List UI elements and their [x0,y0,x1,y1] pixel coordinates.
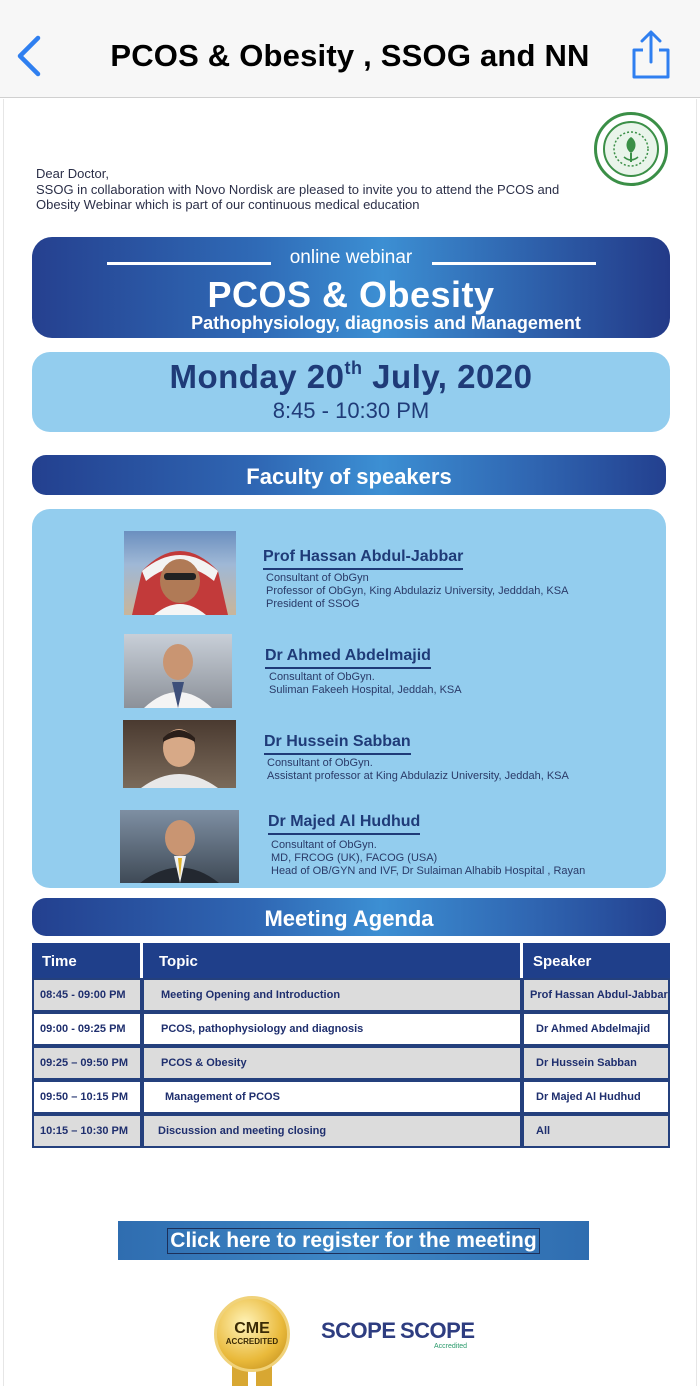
agenda-speaker: Dr Hussein Sabban [522,1046,670,1080]
agenda-speaker: Dr Majed Al Hudhud [522,1080,670,1114]
scope-accredited-label: Accredited [434,1343,468,1350]
speaker-photo-4 [120,810,239,883]
webinar-title: PCOS & Obesity [207,274,495,315]
column-header-topic: Topic [143,943,520,979]
kicker-divider-right [432,262,596,265]
agenda-header-row [32,943,670,979]
speaker-name-3: Dr Hussein Sabban [264,733,411,755]
table-row [32,1114,670,1148]
page-title: PCOS & Obesity , SSOG and NN [110,38,590,73]
intro-line-2: Obesity Webinar which is part of our continuous medical education [36,197,420,212]
table-row [32,1046,670,1080]
share-icon[interactable] [630,30,672,80]
speaker-photo-2 [124,634,232,708]
table-row [32,978,670,1012]
cme-accredited-label: ACCREDITED [225,1337,279,1346]
table-row [32,1080,670,1114]
intro-text [36,166,616,213]
speaker-name-1: Prof Hassan Abdul-Jabbar [263,548,463,570]
cme-label: CME [234,1320,270,1337]
date-banner [32,352,670,432]
intro-line-1: SSOG in collaboration with Novo Nordisk are pleased to invite you to attend the PCOS and [36,181,560,197]
kicker-divider-left [107,262,271,265]
agenda-time: 09:50 – 10:15 PM [32,1080,142,1114]
speaker-info-1: Consultant of ObGyn Professor of ObGyn, King Abdulaziz University, Jedddah, KSA President of SSOG [266,572,569,610]
webinar-banner [32,237,670,338]
speaker-info-4: Consultant of ObGyn. MD, FRCOG (UK), FACOG (USA) Head of OB/GYN and IVF, Dr Sulaiman Alhabib Hospital , Rayan [271,839,586,877]
webinar-kicker: online webinar [289,247,413,268]
agenda-speaker: Prof Hassan Abdul-Jabbar [522,978,670,1012]
table-row [32,1012,670,1046]
cme-accredited-badge [214,1296,290,1372]
agenda-time: 09:25 – 09:50 PM [32,1046,142,1080]
speaker-name-4: Dr Majed Al Hudhud [268,813,420,835]
agenda-topic: PCOS & Obesity [142,1046,522,1080]
register-button[interactable] [118,1221,589,1260]
scope-logo-1: SCOPE [321,1318,396,1343]
chevron-left-icon[interactable] [12,34,46,78]
nav-bar [0,0,700,98]
agenda-topic: Meeting Opening and Introduction [142,978,522,1012]
agenda-time: 08:45 - 09:00 PM [32,978,142,1012]
event-date: Monday 20th July, 2020 [169,358,533,395]
agenda-topic: Management of PCOS [142,1080,522,1114]
agenda-topic: Discussion and meeting closing [142,1114,522,1148]
speaker-photo-3 [123,720,236,788]
webinar-subtitle: Pathophysiology, diagnosis and Management [191,313,581,333]
column-header-speaker: Speaker [523,943,670,979]
scope-logo-2: SCOPE [400,1318,475,1343]
column-header-time: Time [32,943,140,979]
speaker-photo-1 [124,531,236,615]
agenda-time: 10:15 – 10:30 PM [32,1114,142,1148]
speaker-info-3: Consultant of ObGyn. Assistant professor at King Abdulaziz University, Jeddah, KSA [267,757,569,782]
faculty-heading: Faculty of speakers [32,455,666,495]
register-button-label: Click here to register for the meeting [167,1228,539,1254]
agenda-heading: Meeting Agenda [32,898,666,936]
agenda-time: 09:00 - 09:25 PM [32,1012,142,1046]
greeting: Dear Doctor, [36,166,109,181]
speaker-name-2: Dr Ahmed Abdelmajid [265,647,431,669]
ssog-emblem-icon [611,129,651,169]
event-time: 8:45 - 10:30 PM [272,398,430,423]
agenda-topic: PCOS, pathophysiology and diagnosis [142,1012,522,1046]
agenda-speaker: Dr Ahmed Abdelmajid [522,1012,670,1046]
agenda-speaker: All [522,1114,670,1148]
speaker-info-2: Consultant of ObGyn. Suliman Fakeeh Hospital, Jeddah, KSA [269,671,462,696]
